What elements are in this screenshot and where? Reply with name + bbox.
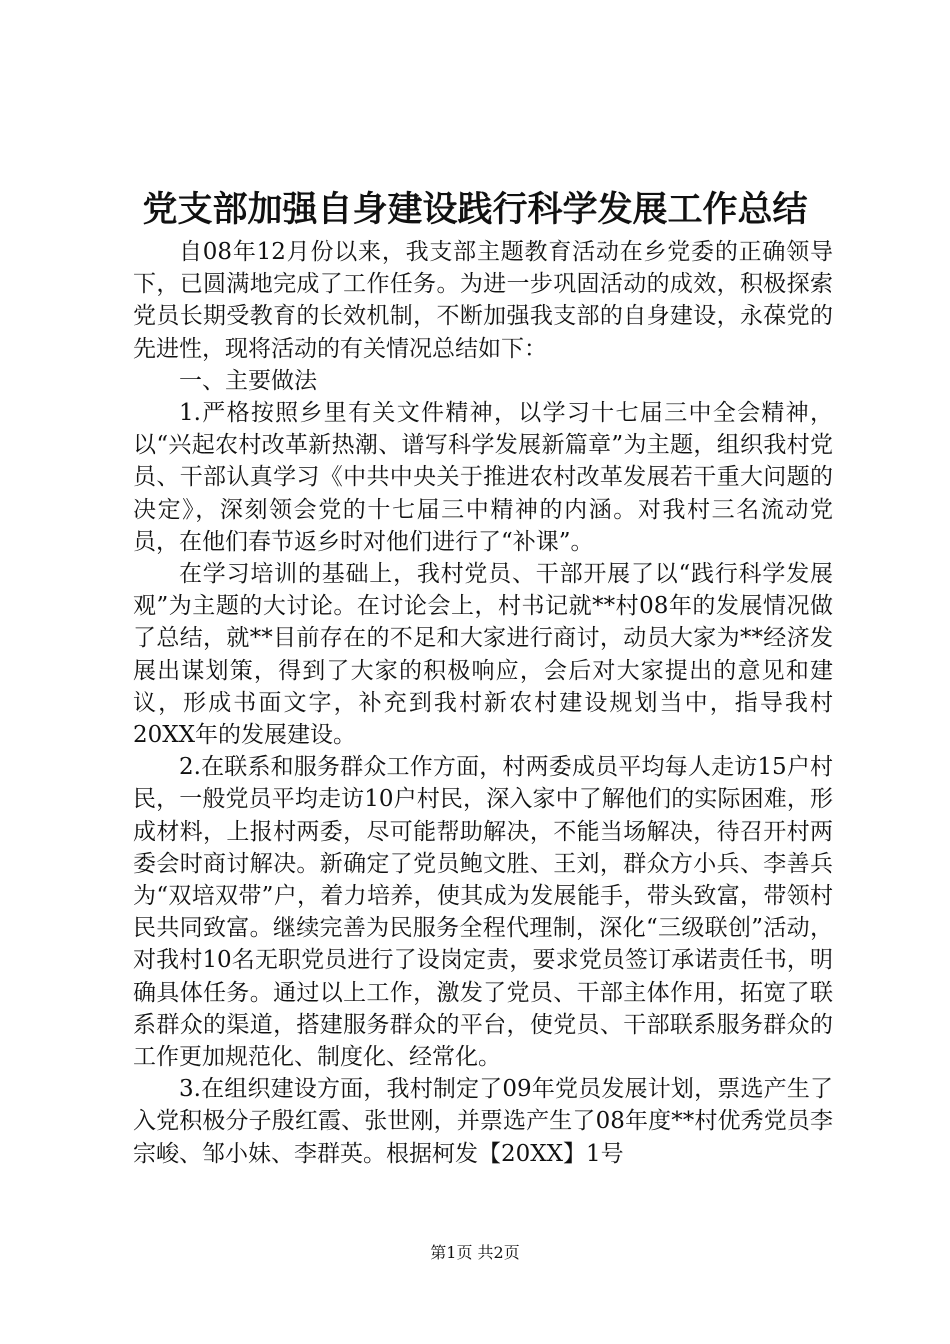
- section-heading-main-methods: 一、主要做法: [179, 367, 317, 394]
- paragraph-item-3: 3.在组织建设方面，我村制定了09年党员发展计划，票选产生了入党积极分子殷红霞、张世刚，并票选产生了08年度**村优秀党员李宗峻、邹小妹、李群英。根据柯发【20XX】1号: [133, 1076, 833, 1167]
- paragraph-intro: 自08年12月份以来，我支部主题教育活动在乡党委的正确领导下，已圆满地完成了工作任务。为进一步巩固活动的成效，积极探索党员长期受教育的长效机制，不断加强我支部的自身建设，永葆党的先进性，现将活动的有关情况总结如下：: [133, 239, 833, 362]
- page-footer: 第1页 共2页: [430, 1243, 520, 1262]
- paragraph-item-1: 1.严格按照乡里有关文件精神，以学习十七届三中全会精神，以“兴起农村改革新热潮、谱写科学发展新篇章”为主题，组织我村党员、干部认真学习《中共中央关于推进农村改革发展若干重大问题的决定》，深刻领会党的十七届三中精神的内涵。对我村三名流动党员，在他们春节返乡时对他们进行了“补课”。: [133, 400, 833, 555]
- paragraph-discussion: 在学习培训的基础上，我村党员、干部开展了以“践行科学发展观”为主题的大讨论。在讨论会上，村书记就**村08年的发展情况做了总结，就**目前存在的不足和大家进行商讨，动员大家为**经济发展出谋划策，得到了大家的积极响应，会后对大家提出的意见和建议，形成书面文字，补充到我村新农村建设规划当中，指导我村20XX年的发展建设。: [133, 561, 833, 749]
- document-body: [133, 236, 833, 1170]
- paragraph-item-2: 2.在联系和服务群众工作方面，村两委成员平均每人走访15户村民，一般党员平均走访10户村民，深入家中了解他们的实际困难，形成材料，上报村两委，尽可能帮助解决，不能当场解决，待召开村两委会时商讨解决。新确定了党员鲍文胜、王刘，群众方小兵、李善兵为“双培双带”户，着力培养，使其成为发展能手，带头致富，带领村民共同致富。继续完善为民服务全程代理制，深化“三级联创”活动，对我村10名无职党员进行了设岗定责，要求党员签订承诺责任书，明确具体任务。通过以上工作，激发了党员、干部主体作用，拓宽了联系群众的渠道，搭建服务群众的平台，使党员、干部联系服务群众的工作更加规范化、制度化、经常化。: [133, 754, 833, 1071]
- document-title: 党支部加强自身建设践行科学发展工作总结: [142, 189, 808, 230]
